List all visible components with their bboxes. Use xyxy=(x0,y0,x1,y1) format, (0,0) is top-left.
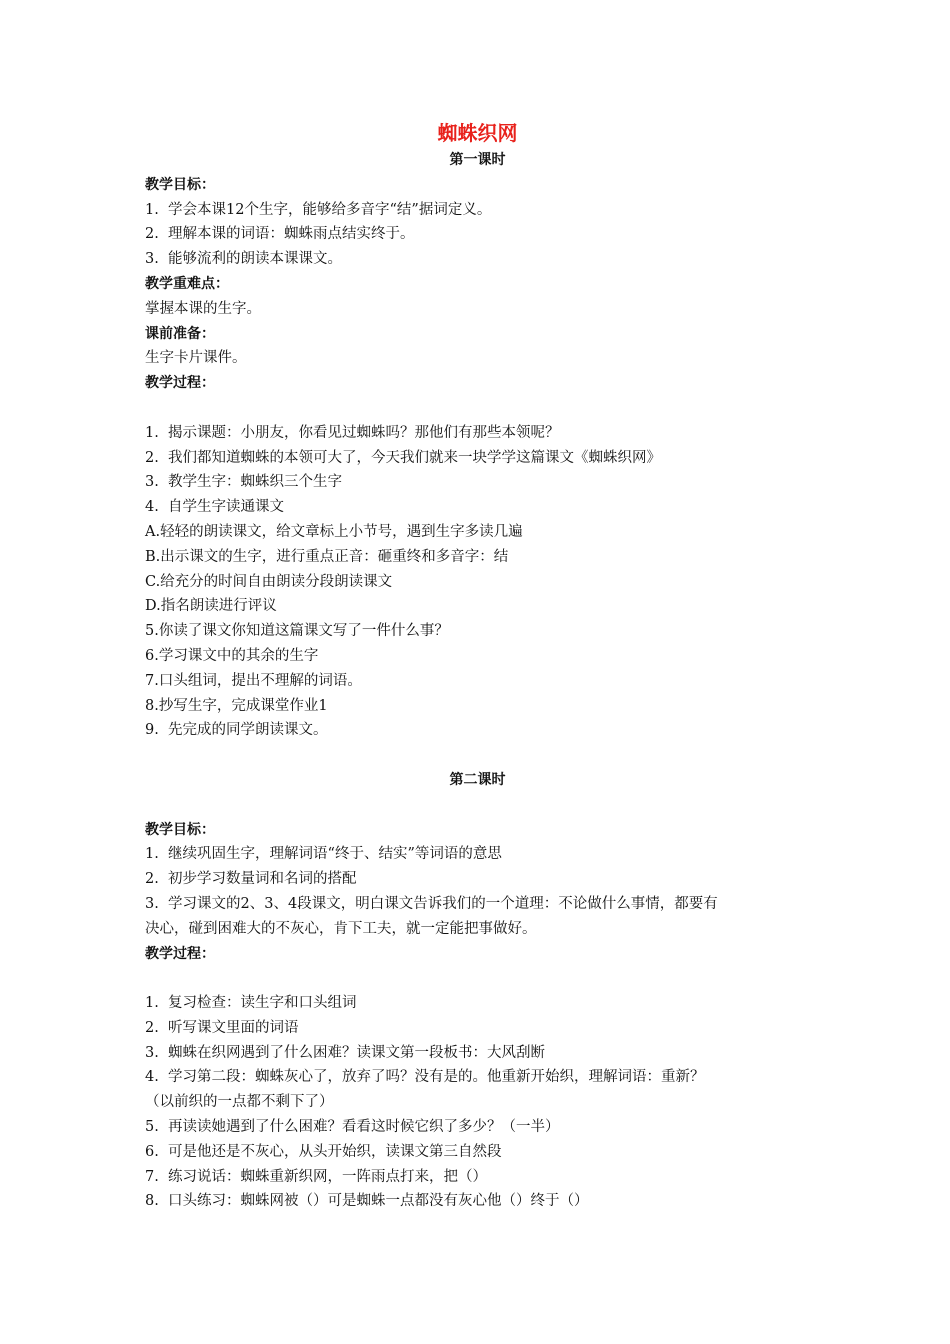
lesson-2-goal: 决心，碰到困难大的不灰心，肯下工夫，就一定能把事做好。 xyxy=(145,920,537,937)
lesson-1-goal: 1. 学会本课12个生字，能够给多音字“结”据词定义。 xyxy=(145,201,492,218)
spacer xyxy=(145,966,810,991)
lesson-1-key-text: 掌握本课的生字。 xyxy=(145,300,261,317)
lesson-1-step: 2. 我们都知道蜘蛛的本领可大了，今天我们就来一块学学这篇课文《蜘蛛织网》 xyxy=(145,449,662,466)
lesson-1-goals-heading: 教学目标： xyxy=(145,176,215,193)
lesson-2-step: 7. 练习说话：蜘蛛重新织网，一阵雨点打来，把（） xyxy=(145,1168,488,1185)
lesson-1-heading: 第一课时 xyxy=(449,152,506,168)
lesson-2-step: 4. 学习第二段：蜘蛛灰心了，放弃了吗？没有是的。他重新开始织，理解词语：重新？ xyxy=(145,1069,705,1086)
lesson-1-step: B.出示课文的生字，进行重点正音：砸重终和多音字：结 xyxy=(145,548,509,565)
document-page xyxy=(145,118,810,1214)
lesson-1-step: 5.你读了课文你知道这篇课文写了一件什么事？ xyxy=(145,623,449,640)
document-title: 蜘蛛织网 xyxy=(437,121,518,145)
lesson-1-step: 4. 自学生字读通课文 xyxy=(145,499,285,516)
lesson-2-goal: 1. 继续巩固生字，理解词语“终于、结实”等词语的意思 xyxy=(145,846,502,863)
lesson-1-step: 7.口头组词，提出不理解的词语。 xyxy=(145,672,362,689)
lesson-1-step: C.给充分的时间自由朗读分段朗读课文 xyxy=(145,573,393,590)
lesson-1-goal: 3. 能够流利的朗读本课课文。 xyxy=(145,251,343,268)
spacer xyxy=(145,793,810,818)
lesson-1-step: A.轻轻的朗读课文，给文章标上小节号，遇到生字多读几遍 xyxy=(145,523,523,540)
lesson-1-process-heading: 教学过程： xyxy=(145,375,215,392)
lesson-2-goal: 2. 初步学习数量词和名词的搭配 xyxy=(145,871,357,888)
lesson-1-step: D.指名朗读进行评议 xyxy=(145,598,277,615)
lesson-1-prep-text: 生字卡片课件。 xyxy=(145,350,247,367)
lesson-2-step: 6. 可是他还是不灰心，从头开始织，读课文第三自然段 xyxy=(145,1143,502,1160)
lesson-1-step: 3. 教学生字：蜘蛛织三个生字 xyxy=(145,474,343,491)
lesson-2-goals-heading: 教学目标： xyxy=(145,821,215,838)
lesson-1-step: 1. 揭示课题：小朋友，你看见过蜘蛛吗？那他们有那些本领呢？ xyxy=(145,424,560,441)
lesson-2-process-heading: 教学过程： xyxy=(145,945,215,962)
lesson-2-step: 1. 复习检查：读生字和口头组词 xyxy=(145,995,357,1012)
spacer xyxy=(145,743,810,768)
lesson-2-heading: 第二课时 xyxy=(449,771,506,788)
lesson-2-step: 3. 蜘蛛在织网遇到了什么困难？读课文第一段板书：大风刮断 xyxy=(145,1044,546,1061)
lesson-2-step: （以前织的一点都不剩下了） xyxy=(145,1094,334,1111)
lesson-1-prep-heading: 课前准备： xyxy=(145,325,215,342)
lesson-1-step: 6.学习课文中的其余的生字 xyxy=(145,647,319,664)
lesson-1-step: 8.抄写生字，完成课堂作业1 xyxy=(145,697,328,714)
lesson-2-step: 5. 再读读她遇到了什么困难？看看这时候它织了多少？（一半） xyxy=(145,1119,560,1136)
lesson-2-goal: 3. 学习课文的2、3、4段课文，明白课文告诉我们的一个道理：不论做什么事情，都要有 xyxy=(145,895,718,912)
lesson-1-goal: 2. 理解本课的词语：蜘蛛雨点结实终于。 xyxy=(145,226,415,243)
lesson-2-step: 8. 口头练习：蜘蛛网被（）可是蜘蛛一点都没有灰心他（）终于（） xyxy=(145,1193,589,1210)
lesson-1-key-heading: 教学重难点： xyxy=(145,275,229,292)
lesson-2-step: 2. 听写课文里面的词语 xyxy=(145,1019,299,1036)
spacer xyxy=(145,396,810,421)
lesson-1-step: 9. 先完成的同学朗读课文。 xyxy=(145,722,328,739)
